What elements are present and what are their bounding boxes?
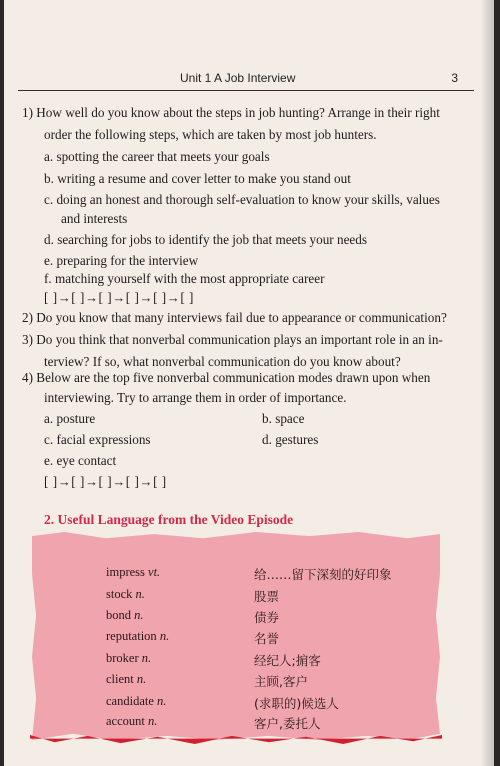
- vocab-pos: n.: [134, 608, 144, 622]
- vocab-pos: n.: [148, 714, 158, 728]
- question-3-line-2: terview? If so, what nonverbal communication do you know about?: [44, 354, 401, 369]
- q4-answer-sequence: [ ]→[ ]→[ ]→[ ]→[ ]: [44, 474, 167, 489]
- q4-option-a: a. posture: [44, 411, 96, 426]
- page-number: 3: [451, 71, 458, 85]
- vocab-meaning: 经纪人;掮客: [254, 653, 321, 668]
- q1-option-d: d. searching for jobs to identify the job that meets your needs: [44, 232, 368, 247]
- vocab-pos: n.: [135, 587, 145, 601]
- running-header: [18, 68, 474, 91]
- vocab-word-text: stock: [106, 587, 133, 601]
- vocab-word: [106, 672, 146, 687]
- vocab-word-text: client: [106, 672, 134, 686]
- vocab-meaning: 客户,委托人: [254, 716, 321, 731]
- vocab-pos: n.: [136, 672, 147, 686]
- vocabulary-box: [32, 532, 440, 740]
- question-3-line-1: 3) Do you think that nonverbal communication plays an important role in an in-: [22, 332, 443, 347]
- q4-option-b: b. space: [262, 411, 305, 426]
- vocab-word: [106, 694, 166, 709]
- vocab-word-text: impress: [106, 565, 145, 579]
- vocab-word: [106, 565, 160, 580]
- vocab-word: [106, 587, 145, 602]
- question-2: 2) Do you know that many interviews fail due to appearance or communication?: [22, 310, 447, 325]
- section-title: 2. Useful Language from the Video Episode: [44, 512, 294, 527]
- question-1-line-1: 1) How well do you know about the steps in job hunting? Arrange in their right: [22, 105, 440, 120]
- q4-option-e: e. eye contact: [44, 453, 117, 468]
- q4-option-d: d. gestures: [262, 432, 319, 447]
- vocab-meaning: 债券: [254, 610, 280, 625]
- vocab-meaning: 名誉: [254, 631, 280, 646]
- vocab-word-text: reputation: [106, 629, 157, 643]
- vocab-word: [106, 608, 144, 623]
- question-4-line-1: 4) Below are the top five nonverbal communication modes drawn upon when: [22, 370, 431, 385]
- q4-option-c: c. facial expressions: [44, 432, 151, 447]
- vocab-word-text: broker: [106, 651, 139, 665]
- q1-option-f: f. matching yourself with the most appropriate career: [44, 271, 325, 286]
- q1-option-a: a. spotting the career that meets your goals: [44, 149, 270, 164]
- q1-answer-sequence: [ ]→[ ]→[ ]→[ ]→[ ]→[ ]: [44, 290, 194, 305]
- vocab-pos: n.: [141, 651, 152, 665]
- question-1-line-2: order the following steps, which are taken by most job hunters.: [44, 127, 377, 142]
- q1-option-b: b. writing a resume and cover letter to make you stand out: [44, 171, 351, 186]
- vocab-pos: n.: [159, 629, 170, 643]
- vocab-word: [106, 651, 151, 666]
- vocab-meaning: 主顾,客户: [254, 674, 308, 689]
- q1-option-c-cont: and interests: [61, 211, 128, 226]
- vocab-word-text: candidate: [106, 694, 154, 708]
- book-page: [4, 0, 494, 766]
- vocab-word: [106, 629, 169, 644]
- vocab-word-text: account: [106, 714, 145, 728]
- vocab-meaning: 给……留下深刻的好印象: [254, 567, 392, 582]
- unit-title: Unit 1 A Job Interview: [180, 71, 296, 85]
- question-4-line-2: interviewing. Try to arrange them in order of importance.: [44, 390, 347, 405]
- vocab-meaning: (求职的)候选人: [254, 696, 339, 711]
- vocab-pos: vt.: [148, 565, 161, 579]
- q1-option-e: e. preparing for the interview: [44, 253, 199, 268]
- vocab-word-text: bond: [106, 608, 131, 622]
- vocab-word: [106, 714, 157, 729]
- vocab-meaning: 股票: [254, 589, 280, 604]
- q1-option-c: c. doing an honest and thorough self-evaluation to know your skills, values: [44, 192, 440, 207]
- vocab-pos: n.: [157, 694, 167, 708]
